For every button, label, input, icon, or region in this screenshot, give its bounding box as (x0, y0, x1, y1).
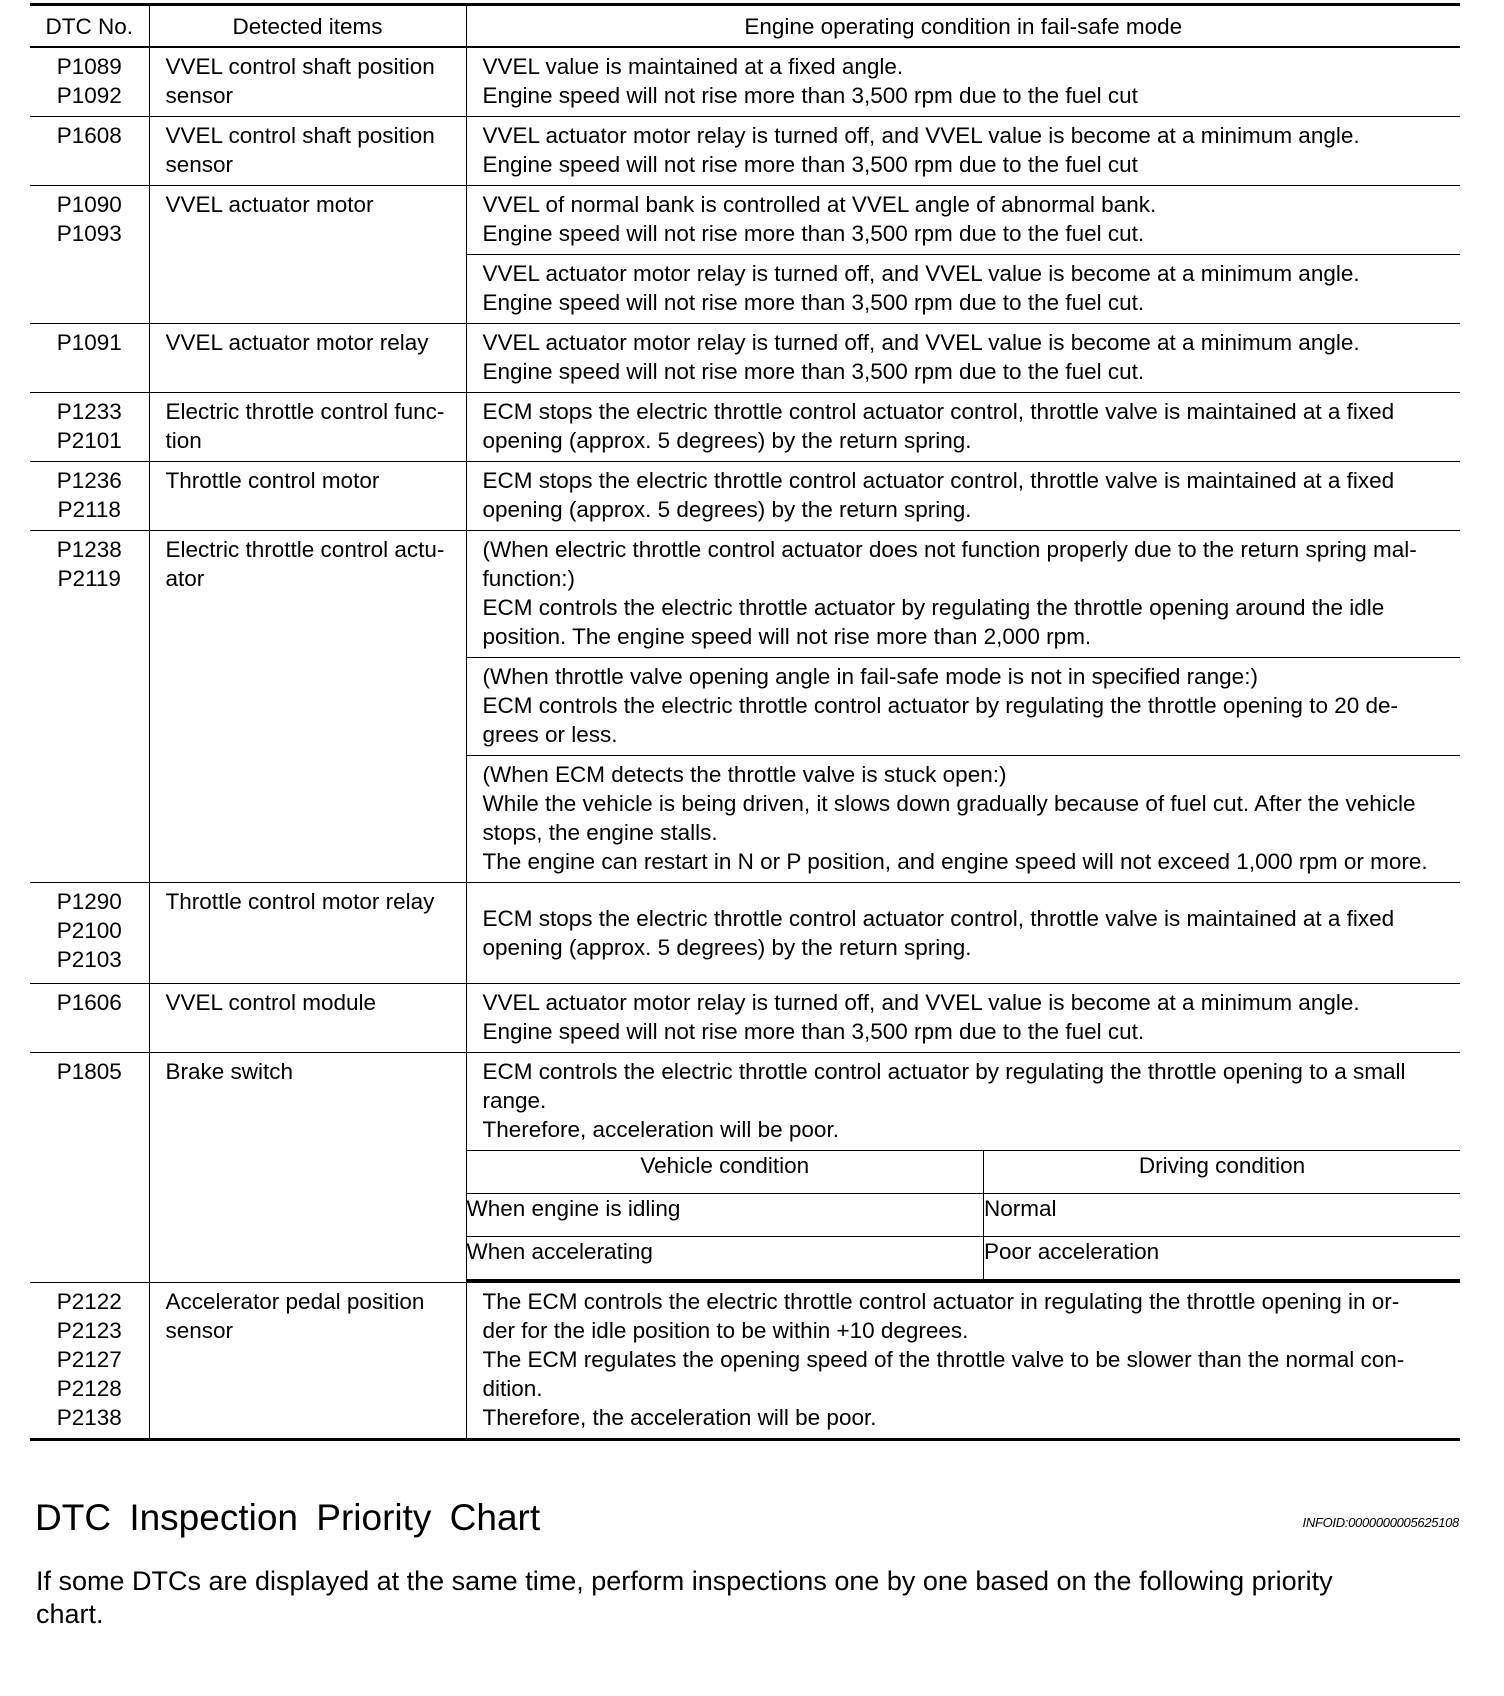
condition-line: ECM stops the electric throttle control actuator control, throttle valve is maintained at a fixed (482, 399, 1395, 424)
detected-item-cell (149, 1283, 466, 1440)
dtc-code: P2138 (56, 1405, 122, 1430)
dtc-cell (30, 47, 149, 117)
condition-line: (When electric throttle control actuator does not function properly due to the return spring mal- (482, 537, 1417, 562)
condition-paragraph (467, 531, 1461, 657)
detected-item-cell (149, 47, 466, 117)
dtc-cell (30, 324, 149, 393)
header-vehicle-condition: Vehicle condition (467, 1151, 984, 1194)
info-id: INFOID:0000000005625108 (1302, 1515, 1459, 1530)
sub-table-row (467, 1237, 1461, 1281)
dtc-cell (30, 1283, 149, 1440)
table-row (30, 531, 1460, 883)
detected-item-cell (149, 462, 466, 531)
intro-paragraph (36, 1565, 1466, 1631)
dtc-code: P1089 (56, 54, 122, 79)
dtc-code: P2128 (56, 1376, 122, 1401)
dtc-cell (30, 393, 149, 462)
condition-line: (When ECM detects the throttle valve is stuck open:) (482, 762, 1007, 787)
dtc-code: P1092 (56, 83, 122, 108)
driving-condition-cell: Poor acceleration (984, 1237, 1461, 1281)
condition-line: Engine speed will not rise more than 3,500 rpm due to the fuel cut (482, 152, 1138, 177)
condition-line: range. (482, 1088, 547, 1113)
detected-item-line: sensor (165, 152, 234, 177)
condition-line: ECM controls the electric throttle control actuator by regulating the throttle opening to a small (482, 1059, 1406, 1084)
condition-paragraph (467, 984, 1461, 1052)
dtc-code: P1090 (56, 192, 122, 217)
dtc-code: P1290 (56, 889, 122, 914)
detected-item-cell (149, 117, 466, 186)
condition-line: dition. (482, 1376, 543, 1401)
header-engine-condition: Engine operating condition in fail-safe mode (466, 5, 1460, 48)
condition-paragraph (467, 48, 1461, 116)
dtc-code: P2119 (57, 566, 121, 591)
sub-table-header-row (467, 1151, 1461, 1194)
vehicle-condition-table (467, 1150, 1461, 1282)
header-driving-condition: Driving condition (984, 1151, 1461, 1194)
detected-item-line: VVEL control shaft position (165, 54, 435, 79)
condition-cell (466, 393, 1460, 462)
fail-safe-table (30, 3, 1460, 1441)
condition-cell (466, 1053, 1460, 1283)
detected-item-cell (149, 324, 466, 393)
dtc-code: P2100 (56, 918, 122, 943)
condition-cell (466, 117, 1460, 186)
condition-line: der for the idle position to be within +10 degrees. (482, 1318, 969, 1343)
condition-paragraph (467, 1053, 1461, 1150)
header-dtc-no: DTC No. (30, 5, 149, 48)
condition-line: opening (approx. 5 degrees) by the return spring. (482, 935, 972, 960)
detected-item-line: Electric throttle control func- (165, 399, 445, 424)
condition-line: Therefore, acceleration will be poor. (482, 1117, 839, 1142)
dtc-code: P2123 (56, 1318, 122, 1343)
dtc-code: P2118 (57, 497, 121, 522)
dtc-code: P2101 (56, 428, 122, 453)
condition-cell (466, 462, 1460, 531)
condition-paragraph (467, 186, 1461, 254)
condition-line: opening (approx. 5 degrees) by the return spring. (482, 497, 972, 522)
detected-item-line: VVEL control shaft position (165, 123, 435, 148)
condition-line: Engine speed will not rise more than 3,500 rpm due to the fuel cut (482, 83, 1138, 108)
condition-line: The engine can restart in N or P position, and engine speed will not exceed 1,000 rpm or more. (482, 849, 1428, 874)
condition-line: VVEL actuator motor relay is turned off, and VVEL value is become at a minimum angle. (482, 990, 1360, 1015)
table-row (30, 462, 1460, 531)
condition-line: Engine speed will not rise more than 3,500 rpm due to the fuel cut. (482, 290, 1145, 315)
detected-item-line: Electric throttle control actu- (165, 537, 445, 562)
detected-item-line: sensor (165, 83, 234, 108)
detected-item-line: Accelerator pedal position (165, 1289, 425, 1314)
condition-paragraph (467, 254, 1461, 323)
condition-line: The ECM regulates the opening speed of the throttle valve to be slower than the normal con- (482, 1347, 1405, 1372)
detected-item-line: Brake switch (165, 1059, 294, 1084)
condition-cell (466, 47, 1460, 117)
dtc-code: P1236 (56, 468, 122, 493)
condition-line: function:) (482, 566, 576, 591)
detected-item-cell (149, 984, 466, 1053)
table-row (30, 883, 1460, 984)
condition-paragraph (467, 1283, 1461, 1438)
condition-line: Engine speed will not rise more than 3,500 rpm due to the fuel cut. (482, 1019, 1145, 1044)
condition-line: VVEL of normal bank is controlled at VVEL angle of abnormal bank. (482, 192, 1157, 217)
condition-paragraph (467, 657, 1461, 755)
dtc-cell (30, 883, 149, 984)
condition-line: Therefore, the acceleration will be poor. (482, 1405, 877, 1430)
condition-line: VVEL actuator motor relay is turned off, and VVEL value is become at a minimum angle. (482, 261, 1360, 286)
dtc-code: P1238 (56, 537, 122, 562)
condition-line: The ECM controls the electric throttle control actuator in regulating the throttle opening in or- (482, 1289, 1400, 1314)
table-row (30, 186, 1460, 324)
table-row (30, 117, 1460, 186)
condition-cell (466, 186, 1460, 324)
condition-line: (When throttle valve opening angle in fail-safe mode is not in specified range:) (482, 664, 1258, 689)
detected-item-cell (149, 531, 466, 883)
condition-paragraph (467, 462, 1461, 530)
condition-line: ECM controls the electric throttle actuator by regulating the throttle opening around the idle (482, 595, 1385, 620)
table-row (30, 984, 1460, 1053)
condition-line: ECM stops the electric throttle control actuator control, throttle valve is maintained at a fixed (482, 468, 1395, 493)
intro-line: chart. (36, 1599, 104, 1629)
table-body (30, 47, 1460, 1440)
condition-line: ECM stops the electric throttle control actuator control, throttle valve is maintained at a fixed (482, 906, 1395, 931)
condition-paragraph (467, 117, 1461, 185)
dtc-code: P1608 (56, 123, 122, 148)
condition-cell (466, 984, 1460, 1053)
table-row (30, 47, 1460, 117)
vehicle-condition-cell: When engine is idling (467, 1194, 984, 1237)
section-title: DTC Inspection Priority Chart (35, 1497, 541, 1538)
detected-item-line: tion (165, 428, 202, 453)
table-header (30, 5, 1460, 48)
table-row (30, 393, 1460, 462)
dtc-code: P1233 (56, 399, 122, 424)
condition-line: VVEL actuator motor relay is turned off, and VVEL value is become at a minimum angle. (482, 330, 1360, 355)
condition-cell (466, 883, 1460, 984)
dtc-cell (30, 531, 149, 883)
detected-item-line: Throttle control motor relay (165, 889, 435, 914)
dtc-code: P2103 (56, 947, 122, 972)
header-detected-items: Detected items (149, 5, 466, 48)
condition-line: position. The engine speed will not rise more than 2,000 rpm. (482, 624, 1092, 649)
detected-item-line: VVEL actuator motor relay (165, 330, 429, 355)
dtc-code: P1093 (56, 221, 122, 246)
table-row (30, 324, 1460, 393)
sub-table-row (467, 1194, 1461, 1237)
dtc-cell (30, 117, 149, 186)
dtc-cell (30, 462, 149, 531)
condition-line: VVEL actuator motor relay is turned off, and VVEL value is become at a minimum angle. (482, 123, 1360, 148)
condition-line: stops, the engine stalls. (482, 820, 718, 845)
table-row (30, 1053, 1460, 1283)
dtc-code: P1606 (56, 990, 122, 1015)
vehicle-condition-cell: When accelerating (467, 1237, 984, 1281)
condition-cell (466, 1283, 1460, 1440)
intro-line: If some DTCs are displayed at the same time, perform inspections one by one based on the following priority (36, 1566, 1333, 1596)
dtc-cell (30, 984, 149, 1053)
condition-cell (466, 324, 1460, 393)
condition-line: Engine speed will not rise more than 3,500 rpm due to the fuel cut. (482, 359, 1145, 384)
detected-item-cell (149, 883, 466, 984)
detected-item-line: Throttle control motor (165, 468, 380, 493)
dtc-code: P2122 (56, 1289, 122, 1314)
detected-item-cell (149, 393, 466, 462)
table-row (30, 1283, 1460, 1440)
dtc-code: P2127 (56, 1347, 122, 1372)
detected-item-line: VVEL control module (165, 990, 377, 1015)
condition-line: grees or less. (482, 722, 618, 747)
detected-item-line: VVEL actuator motor (165, 192, 374, 217)
detected-item-line: ator (165, 566, 205, 591)
detected-item-line: sensor (165, 1318, 234, 1343)
condition-line: While the vehicle is being driven, it slows down gradually because of fuel cut. After the vehicle (482, 791, 1416, 816)
driving-condition-cell: Normal (984, 1194, 1461, 1237)
dtc-code: P1091 (56, 330, 122, 355)
condition-cell (466, 531, 1460, 883)
condition-line: Engine speed will not rise more than 3,500 rpm due to the fuel cut. (482, 221, 1145, 246)
condition-paragraph (467, 393, 1461, 461)
dtc-cell (30, 186, 149, 324)
detected-item-cell (149, 1053, 466, 1283)
detected-item-cell (149, 186, 466, 324)
condition-paragraph (467, 883, 1461, 983)
condition-paragraph (467, 324, 1461, 392)
condition-paragraph (467, 755, 1461, 882)
condition-line: opening (approx. 5 degrees) by the return spring. (482, 428, 972, 453)
condition-line: ECM controls the electric throttle control actuator by regulating the throttle opening to 20 de- (482, 693, 1399, 718)
dtc-cell (30, 1053, 149, 1283)
dtc-code: P1805 (56, 1059, 122, 1084)
condition-line: VVEL value is maintained at a fixed angle. (482, 54, 904, 79)
